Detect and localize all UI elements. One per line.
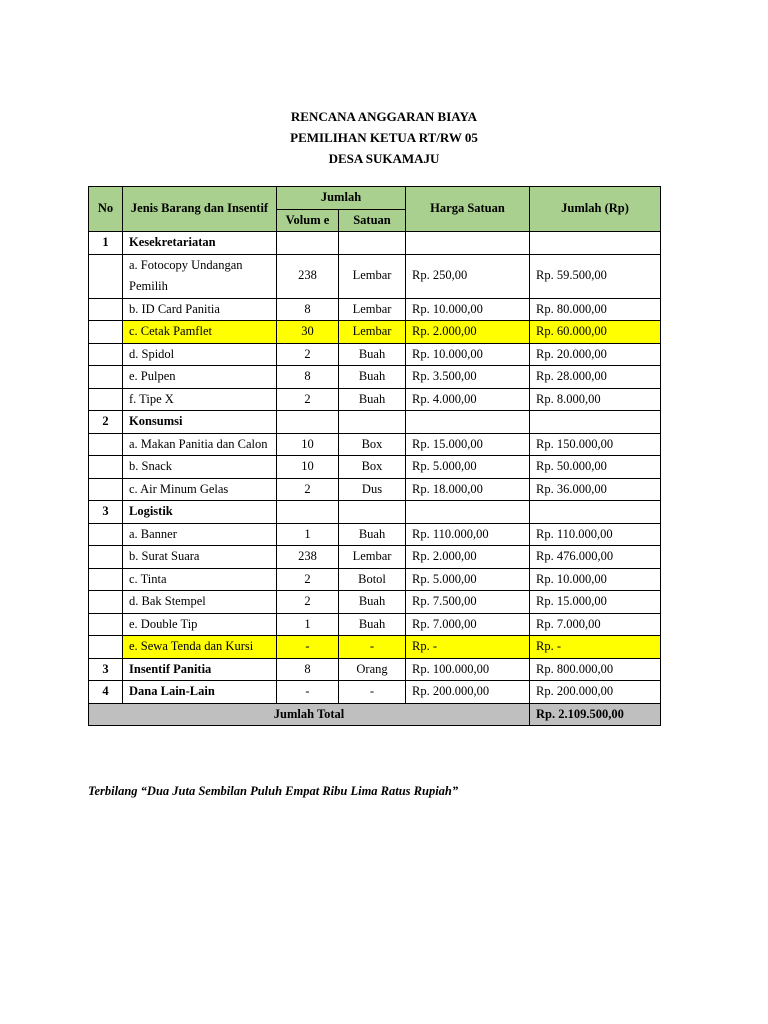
cell-no [89, 388, 123, 411]
table-row [89, 546, 661, 569]
cell-volume: 2 [277, 568, 339, 591]
title-line-2: PEMILIHAN KETUA RT/RW 05 [290, 130, 478, 145]
cell-satuan [339, 232, 406, 255]
cell-satuan: Box [339, 433, 406, 456]
cell-no [89, 298, 123, 321]
cell-volume: 2 [277, 388, 339, 411]
cell-satuan: Orang [339, 658, 406, 681]
cell-harga [406, 411, 530, 434]
cell-no [89, 478, 123, 501]
cell-satuan [339, 411, 406, 434]
cell-jumlah [530, 232, 661, 255]
cell-jenis: c. Tinta [123, 568, 277, 591]
table-row [89, 478, 661, 501]
cell-no [89, 568, 123, 591]
cell-satuan: Botol [339, 568, 406, 591]
cell-satuan: - [339, 681, 406, 704]
table-row [89, 681, 661, 704]
total-value: Rp. 2.109.500,00 [530, 703, 661, 726]
cell-jumlah: Rp. 60.000,00 [530, 321, 661, 344]
table-row [89, 456, 661, 479]
cell-jumlah: Rp. 800.000,00 [530, 658, 661, 681]
cell-jumlah: Rp. 476.000,00 [530, 546, 661, 569]
cell-no: 3 [89, 658, 123, 681]
cell-volume: 238 [277, 254, 339, 298]
cell-harga: Rp. 5.000,00 [406, 456, 530, 479]
cell-harga: Rp. 100.000,00 [406, 658, 530, 681]
cell-no [89, 254, 123, 298]
cell-jumlah: Rp. - [530, 636, 661, 659]
cell-volume: 1 [277, 523, 339, 546]
cell-volume: 2 [277, 591, 339, 614]
cell-no [89, 433, 123, 456]
table-header [89, 187, 661, 232]
table-row [89, 523, 661, 546]
header-harga-satuan: Harga Satuan [406, 187, 530, 232]
section-row [89, 232, 661, 255]
header-satuan: Satuan [339, 209, 406, 232]
cell-jenis: Kesekretariatan [123, 232, 277, 255]
cell-no [89, 321, 123, 344]
cell-harga [406, 232, 530, 255]
section-row [89, 411, 661, 434]
cell-jumlah: Rp. 150.000,00 [530, 433, 661, 456]
cell-volume: 238 [277, 546, 339, 569]
table-row [89, 388, 661, 411]
section-row [89, 501, 661, 524]
cell-harga: Rp. 7.500,00 [406, 591, 530, 614]
cell-satuan: Dus [339, 478, 406, 501]
cell-harga: Rp. 110.000,00 [406, 523, 530, 546]
header-jumlah-rp: Jumlah (Rp) [530, 187, 661, 232]
cell-jumlah: Rp. 80.000,00 [530, 298, 661, 321]
cell-no [89, 343, 123, 366]
cell-jenis: b. Snack [123, 456, 277, 479]
cell-jenis: e. Pulpen [123, 366, 277, 389]
cell-harga: Rp. 200.000,00 [406, 681, 530, 704]
cell-jenis: e. Double Tip [123, 613, 277, 636]
cell-jumlah [530, 411, 661, 434]
cell-harga [406, 501, 530, 524]
cell-jumlah: Rp. 28.000,00 [530, 366, 661, 389]
cell-volume [277, 232, 339, 255]
cell-jumlah: Rp. 7.000,00 [530, 613, 661, 636]
cell-satuan [339, 501, 406, 524]
cell-satuan: Lembar [339, 298, 406, 321]
cell-volume: 10 [277, 433, 339, 456]
cell-jenis: Logistik [123, 501, 277, 524]
cell-jenis: c. Air Minum Gelas [123, 478, 277, 501]
cell-satuan: - [339, 636, 406, 659]
cell-no [89, 636, 123, 659]
cell-satuan: Lembar [339, 546, 406, 569]
table-row [89, 591, 661, 614]
cell-jenis: b. ID Card Panitia [123, 298, 277, 321]
cell-jumlah: Rp. 15.000,00 [530, 591, 661, 614]
cell-no [89, 456, 123, 479]
cell-harga: Rp. 2.000,00 [406, 321, 530, 344]
cell-satuan: Buah [339, 343, 406, 366]
total-label: Jumlah Total [89, 703, 530, 726]
cell-volume: - [277, 681, 339, 704]
cell-jenis: a. Fotocopy Undangan Pemilih [123, 254, 277, 298]
cell-satuan: Buah [339, 523, 406, 546]
cell-jumlah [530, 501, 661, 524]
amount-in-words: Terbilang “Dua Juta Sembilan Puluh Empat Ribu Lima Ratus Rupiah” [88, 784, 459, 798]
table-row [89, 343, 661, 366]
cell-volume: 1 [277, 613, 339, 636]
cell-volume: 8 [277, 298, 339, 321]
cell-jumlah: Rp. 10.000,00 [530, 568, 661, 591]
cell-volume [277, 501, 339, 524]
cell-harga: Rp. 18.000,00 [406, 478, 530, 501]
cell-no: 2 [89, 411, 123, 434]
title-line-3: DESA SUKAMAJU [328, 151, 440, 166]
header-jumlah-group: Jumlah [277, 187, 406, 210]
cell-jumlah: Rp. 110.000,00 [530, 523, 661, 546]
cell-jenis: Insentif Panitia [123, 658, 277, 681]
cell-jumlah: Rp. 50.000,00 [530, 456, 661, 479]
cell-satuan: Lembar [339, 254, 406, 298]
table-row [89, 568, 661, 591]
cell-volume: 2 [277, 343, 339, 366]
cell-volume: - [277, 636, 339, 659]
cell-no [89, 591, 123, 614]
cell-volume: 8 [277, 366, 339, 389]
cell-volume: 30 [277, 321, 339, 344]
header-volume: Volum e [277, 209, 339, 232]
cell-jenis: b. Surat Suara [123, 546, 277, 569]
cell-jenis: a. Banner [123, 523, 277, 546]
document-title [0, 106, 768, 169]
cell-satuan: Box [339, 456, 406, 479]
table-row [89, 321, 661, 344]
cell-jenis: a. Makan Panitia dan Calon [123, 433, 277, 456]
cell-harga: Rp. 250,00 [406, 254, 530, 298]
cell-jumlah: Rp. 59.500,00 [530, 254, 661, 298]
table-row [89, 613, 661, 636]
cell-satuan: Lembar [339, 321, 406, 344]
cell-harga: Rp. 15.000,00 [406, 433, 530, 456]
table-row [89, 636, 661, 659]
cell-harga: Rp. 7.000,00 [406, 613, 530, 636]
header-jenis: Jenis Barang dan Insentif [123, 187, 277, 232]
cell-satuan: Buah [339, 388, 406, 411]
cell-harga: Rp. - [406, 636, 530, 659]
cell-jumlah: Rp. 200.000,00 [530, 681, 661, 704]
cell-satuan: Buah [339, 591, 406, 614]
table-row [89, 658, 661, 681]
cell-jenis: Konsumsi [123, 411, 277, 434]
cell-volume: 2 [277, 478, 339, 501]
cell-harga: Rp. 5.000,00 [406, 568, 530, 591]
cell-harga: Rp. 2.000,00 [406, 546, 530, 569]
cell-harga: Rp. 3.500,00 [406, 366, 530, 389]
cell-jenis: Dana Lain-Lain [123, 681, 277, 704]
cell-no [89, 523, 123, 546]
table-row [89, 298, 661, 321]
title-line-1: RENCANA ANGGARAN BIAYA [290, 109, 478, 124]
cell-no [89, 613, 123, 636]
cell-jenis: c. Cetak Pamflet [123, 321, 277, 344]
cell-jenis: d. Spidol [123, 343, 277, 366]
cell-no: 1 [89, 232, 123, 255]
cell-jumlah: Rp. 36.000,00 [530, 478, 661, 501]
cell-jumlah: Rp. 8.000,00 [530, 388, 661, 411]
total-row [89, 703, 661, 726]
cell-volume: 10 [277, 456, 339, 479]
cell-no: 3 [89, 501, 123, 524]
cell-jenis: d. Bak Stempel [123, 591, 277, 614]
cell-harga: Rp. 10.000,00 [406, 343, 530, 366]
budget-table [88, 186, 661, 726]
table-row [89, 366, 661, 389]
cell-harga: Rp. 10.000,00 [406, 298, 530, 321]
cell-no [89, 546, 123, 569]
header-no: No [89, 187, 123, 232]
cell-no: 4 [89, 681, 123, 704]
cell-jumlah: Rp. 20.000,00 [530, 343, 661, 366]
table-row [89, 433, 661, 456]
table-row [89, 254, 661, 298]
cell-no [89, 366, 123, 389]
cell-satuan: Buah [339, 366, 406, 389]
cell-satuan: Buah [339, 613, 406, 636]
cell-jenis: e. Sewa Tenda dan Kursi [123, 636, 277, 659]
cell-harga: Rp. 4.000,00 [406, 388, 530, 411]
cell-volume: 8 [277, 658, 339, 681]
cell-volume [277, 411, 339, 434]
table-body [89, 232, 661, 704]
cell-jenis: f. Tipe X [123, 388, 277, 411]
